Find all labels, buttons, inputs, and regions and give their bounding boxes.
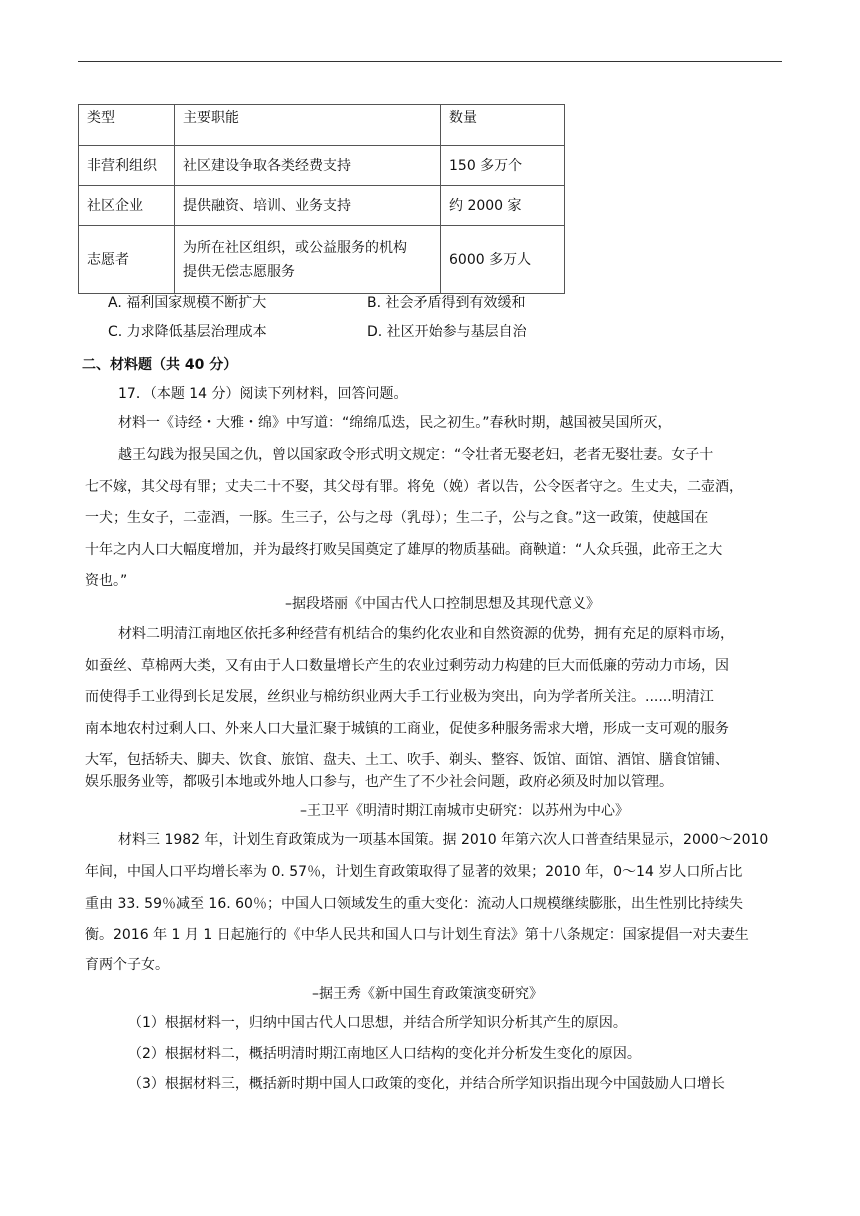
sub-question-2: （2）根据材料二，概括明清时期江南地区人口结构的变化并分析发生变化的原因。 [128,1046,641,1062]
material-1-line: 七不嫁，其父母有罪；丈夫二十不娶，其父母有罪。将免（娩）者以告，公令医者守之。生丈夫，二壶酒， [85,479,743,495]
table-cell: 6000 多万人 [441,226,565,294]
table-cell: 社区企业 [79,186,175,226]
material-1-line: 越王勾践为报吴国之仇，曾以国家政令形式明文规定：“令壮者无娶老妇，老者无娶壮妻。女子十 [118,447,714,463]
material-1-line: 一犬；生女子，二壶酒，一豚。生三子，公与之母（乳母）；生二子，公与之食。”这一政策，使越国在 [85,510,709,526]
sub-question-1: （1）根据材料一，归纳中国古代人口思想，并结合所学知识分析其产生的原因。 [128,1015,627,1031]
material-3-line: 材料三 1982 年，计划生育政策成为一项基本国策。据 2010 年第六次人口普查结果显示，2000～2010 [118,832,769,848]
option-a: A. 福利国家规模不断扩大 [108,295,267,311]
table-row [79,186,565,226]
option-b: B. 社会矛盾得到有效缓和 [367,295,526,311]
material-2-line: 如蚕丝、草棉两大类，又有由于人口数量增长产生的农业过剩劳动力构建的巨大而低廉的劳动力市场，因 [85,658,729,674]
table-header-cell: 主要职能 [175,105,441,146]
material-1-line: 十年之内人口大幅度增加，并为最终打败吴国奠定了雄厚的物质基础。商鞅道：“人众兵强，此帝王之大 [85,542,723,558]
option-c: C. 力求降低基层治理成本 [108,324,267,340]
option-d: D. 社区开始参与基层自治 [367,324,527,340]
table-cell: 约 2000 家 [441,186,565,226]
material-2-line: 娱乐服务业等，都吸引本地或外地人口参与，也产生了不少社会问题，政府必须及时加以管理。 [85,774,673,790]
material-3-source: –据王秀《新中国生育政策演变研究》 [312,986,543,1002]
material-3-line: 育两个子女。 [85,957,169,973]
table-cell-line: 提供无偿志愿服务 [183,263,295,280]
table-cell-line: 为所在社区组织，或公益服务的机构 [183,239,407,256]
table-row [79,226,565,294]
table-header-row [79,105,565,146]
table-cell-multiline [175,226,441,294]
table-cell: 提供融资、培训、业务支持 [175,186,441,226]
material-3-line: 衡。2016 年 1 月 1 日起施行的《中华人民共和国人口与计划生育法》第十八条规定：国家提倡一对夫妻生 [85,927,749,943]
table-cell: 志愿者 [79,226,175,294]
sub-question-3: （3）根据材料三，概括新时期中国人口政策的变化，并结合所学知识指出现今中国鼓励人口增长 [128,1076,725,1092]
material-2-line: 材料二明清江南地区依托多种经营有机结合的集约化农业和自然资源的优势，拥有充足的原料市场， [118,626,734,642]
material-2-line: 大军，包括轿夫、脚夫、饮食、旅馆、盘夫、土工、吹手、剃头、整容、饭馆、面馆、酒馆、膳食馆铺、 [85,752,729,768]
table-row [79,146,565,186]
material-2-line: 南本地农村过剩人口、外来人口大量汇聚于城镇的工商业，促使多种服务需求大增，形成一支可观的服务 [85,721,729,737]
question-17-intro: 17．（本题 14 分）阅读下列材料，回答问题。 [118,386,408,402]
material-3-line: 年间，中国人口平均增长率为 0. 57％，计划生育政策取得了显著的效果；2010 年，0～14 岁人口所占比 [85,864,743,880]
material-1-line: 资也。” [85,573,128,589]
material-2-line: 而使得手工业得到长足发展，丝织业与棉纺织业两大手工行业极为突出，向为学者所关注。......明清江 [85,689,714,705]
table-cell: 社区建设争取各类经费支持 [175,146,441,186]
organization-table [78,104,565,294]
section-title: 二、材料题（共 40 分） [82,357,238,373]
material-2-source: –王卫平《明清时期江南城市史研究：以苏州为中心》 [300,803,629,819]
material-1-line: 材料一《诗经・大雅・绵》中写道：“绵绵瓜迭，民之初生。”春秋时期，越国被吴国所灭， [118,415,672,431]
table-cell: 150 多万个 [441,146,565,186]
material-3-line: 重由 33. 59％减至 16. 60％；中国人口领域发生的重大变化：流动人口规模继续膨胀，出生性别比持续失 [85,896,743,912]
material-1-source: –据段塔丽《中国古代人口控制思想及其现代意义》 [285,596,600,612]
table-cell: 非营利组织 [79,146,175,186]
table-header-cell: 类型 [79,105,175,146]
header-rule [78,61,782,62]
table-header-cell: 数量 [441,105,565,146]
